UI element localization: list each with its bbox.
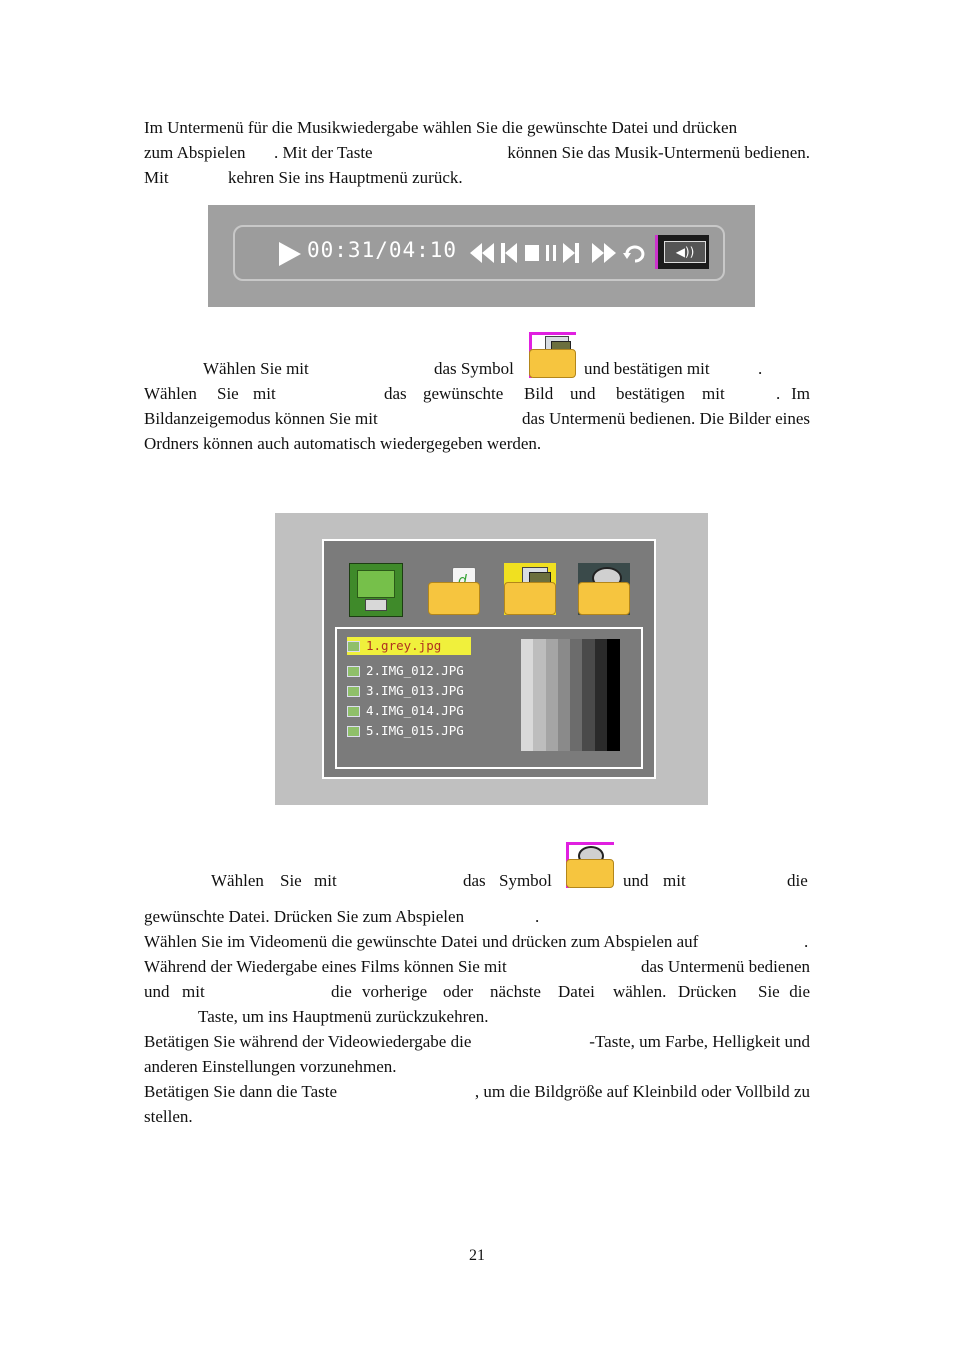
volume-button bbox=[655, 235, 709, 269]
video-l1-w6: mit bbox=[663, 871, 686, 890]
rewind-icon bbox=[470, 243, 494, 263]
video-line-8: anderen Einstellungen vorzunehmen. bbox=[144, 1057, 397, 1076]
video-line-3 bbox=[144, 929, 810, 954]
music-line-3 bbox=[144, 165, 810, 190]
player-control-bar bbox=[233, 225, 725, 281]
video-l5-w5: nächste bbox=[490, 982, 541, 1001]
photo-l2-w1: Sie bbox=[217, 384, 239, 403]
file-list-panel bbox=[335, 627, 643, 769]
video-l1-w0: Wählen bbox=[211, 871, 264, 890]
image-file-icon bbox=[347, 641, 360, 652]
video-l4-b: das Untermenü bedienen bbox=[641, 957, 810, 976]
file-name: 2.IMG_012.JPG bbox=[366, 663, 464, 678]
usb-drive-icon bbox=[349, 563, 403, 617]
photo-l2-w7: bestätigen bbox=[616, 384, 685, 403]
photo-l2-w8: mit bbox=[702, 384, 725, 403]
music-l2-a: zum Abspielen bbox=[144, 143, 246, 162]
file-name: 4.IMG_014.JPG bbox=[366, 703, 464, 718]
video-l1-w5: und bbox=[623, 871, 649, 890]
photo-folder-icon-selected bbox=[504, 563, 556, 615]
fast-forward-icon bbox=[592, 243, 616, 263]
photo-l3-b: das Untermenü bedienen. Die Bilder eines bbox=[522, 409, 810, 428]
photo-line-3 bbox=[144, 406, 810, 431]
file-row[interactable] bbox=[347, 722, 464, 740]
photo-l1-c: und bestätigen mit bbox=[584, 359, 710, 378]
photo-line-2 bbox=[144, 381, 810, 406]
photo-l1-d: . bbox=[758, 359, 763, 378]
stop-icon bbox=[525, 245, 541, 261]
media-menu bbox=[322, 539, 656, 779]
video-l9-a: Betätigen Sie dann die Taste bbox=[144, 1082, 338, 1101]
video-l5-w7: wählen. bbox=[613, 982, 667, 1001]
grey-stripe bbox=[558, 639, 571, 751]
photo-l2-w9: . bbox=[776, 384, 781, 403]
page-number: 21 bbox=[469, 1247, 485, 1264]
music-l2-b: . Mit der Taste bbox=[274, 143, 373, 162]
video-l1-w7: die bbox=[787, 871, 808, 890]
video-l3-a: Wählen Sie im Videomenü die gewünschte Datei und drücken zum Abspielen auf bbox=[144, 932, 699, 951]
video-folder-icon-inline bbox=[566, 842, 614, 888]
image-preview bbox=[521, 639, 619, 751]
photo-l2-w10: Im bbox=[791, 384, 810, 403]
video-l1-w4: Symbol bbox=[499, 871, 552, 890]
music-l2-c: können Sie das Musik-Untermenü bedienen. bbox=[507, 143, 810, 162]
video-l1-w2: mit bbox=[314, 871, 337, 890]
music-l3-a: Mit bbox=[144, 168, 169, 187]
video-line-9 bbox=[144, 1079, 810, 1104]
video-line-6: Taste, um ins Hauptmenü zurückzukehren. bbox=[198, 1007, 489, 1026]
video-l1-w1: Sie bbox=[280, 871, 302, 890]
photo-l2-w3: das bbox=[384, 384, 407, 403]
prev-icon bbox=[501, 243, 517, 263]
video-l1-w3: das bbox=[463, 871, 486, 890]
volume-icon: ◀)) bbox=[664, 241, 706, 263]
file-name: 3.IMG_013.JPG bbox=[366, 683, 464, 698]
music-player-screenshot bbox=[208, 205, 755, 307]
video-l7-b: -Taste, um Farbe, Helligkeit und bbox=[589, 1032, 810, 1051]
photo-l2-w4: gewünschte bbox=[423, 384, 504, 403]
video-l5-w1: mit bbox=[182, 982, 205, 1001]
image-file-icon bbox=[347, 706, 360, 717]
video-l2-a: gewünschte Datei. Drücken Sie zum Abspielen bbox=[144, 907, 465, 926]
video-l5-w10: die bbox=[789, 982, 810, 1001]
photo-l2-w5: Bild bbox=[524, 384, 554, 403]
file-row[interactable] bbox=[347, 662, 464, 680]
file-row[interactable] bbox=[347, 702, 464, 720]
music-l3-b: kehren Sie ins Hauptmenü zurück. bbox=[228, 168, 463, 187]
video-line-7 bbox=[144, 1029, 810, 1054]
photo-l2-w2: mit bbox=[253, 384, 276, 403]
video-l5-w0: und bbox=[144, 982, 170, 1001]
file-name: 5.IMG_015.JPG bbox=[366, 723, 464, 738]
video-line-4 bbox=[144, 954, 810, 979]
grey-stripe bbox=[595, 639, 608, 751]
file-row-selected[interactable] bbox=[347, 637, 471, 655]
music-line-2 bbox=[144, 140, 810, 165]
video-folder-icon bbox=[578, 563, 630, 615]
repeat-icon bbox=[623, 243, 647, 263]
video-l9-b: , um die Bildgröße auf Kleinbild oder Vollbild zu bbox=[474, 1082, 810, 1101]
video-l5-w4: oder bbox=[443, 982, 474, 1001]
grey-stripe bbox=[582, 639, 595, 751]
music-line-1: Im Untermenü für die Musikwiedergabe wählen Sie die gewünschte Datei und drücken bbox=[144, 118, 738, 137]
music-folder-icon bbox=[428, 563, 480, 615]
video-l7-a: Betätigen Sie während der Videowiedergabe die bbox=[144, 1032, 472, 1051]
video-l2-b: . bbox=[535, 907, 540, 926]
photo-l1-b: das Symbol bbox=[434, 359, 514, 378]
photo-l3-a: Bildanzeigemodus können Sie mit bbox=[144, 409, 378, 428]
video-l4-a: Während der Wiedergabe eines Films können Sie mit bbox=[144, 957, 507, 976]
video-l5-w9: Sie bbox=[758, 982, 780, 1001]
video-l3-b: . bbox=[804, 932, 809, 951]
grey-stripe bbox=[533, 639, 546, 751]
photo-browser-screenshot bbox=[275, 513, 708, 805]
grey-stripe bbox=[607, 639, 620, 751]
photo-l2-w6: und bbox=[570, 384, 596, 403]
pause-icon bbox=[545, 245, 559, 261]
video-l5-w8: Drücken bbox=[678, 982, 737, 1001]
playback-time: 00:31/04:10 bbox=[307, 238, 458, 262]
grey-stripe bbox=[521, 639, 534, 751]
grey-stripe bbox=[570, 639, 583, 751]
photo-folder-icon bbox=[529, 332, 576, 378]
photo-l2-w0: Wählen bbox=[144, 384, 197, 403]
video-l5-w6: Datei bbox=[558, 982, 595, 1001]
file-row[interactable] bbox=[347, 682, 464, 700]
photo-l1-a: Wählen Sie mit bbox=[203, 359, 309, 378]
image-file-icon bbox=[347, 726, 360, 737]
image-file-icon bbox=[347, 666, 360, 677]
video-line-2 bbox=[144, 904, 810, 929]
next-icon bbox=[563, 243, 579, 263]
video-l5-w3: vorherige bbox=[362, 982, 428, 1001]
play-icon bbox=[277, 241, 303, 267]
video-line-5 bbox=[144, 979, 810, 1004]
image-file-icon bbox=[347, 686, 360, 697]
photo-line-4: Ordners können auch automatisch wiedergegeben werden. bbox=[144, 434, 542, 453]
grey-stripe bbox=[546, 639, 559, 751]
file-name: 1.grey.jpg bbox=[366, 638, 442, 653]
video-l5-w2: die bbox=[331, 982, 352, 1001]
video-line-10: stellen. bbox=[144, 1107, 193, 1126]
